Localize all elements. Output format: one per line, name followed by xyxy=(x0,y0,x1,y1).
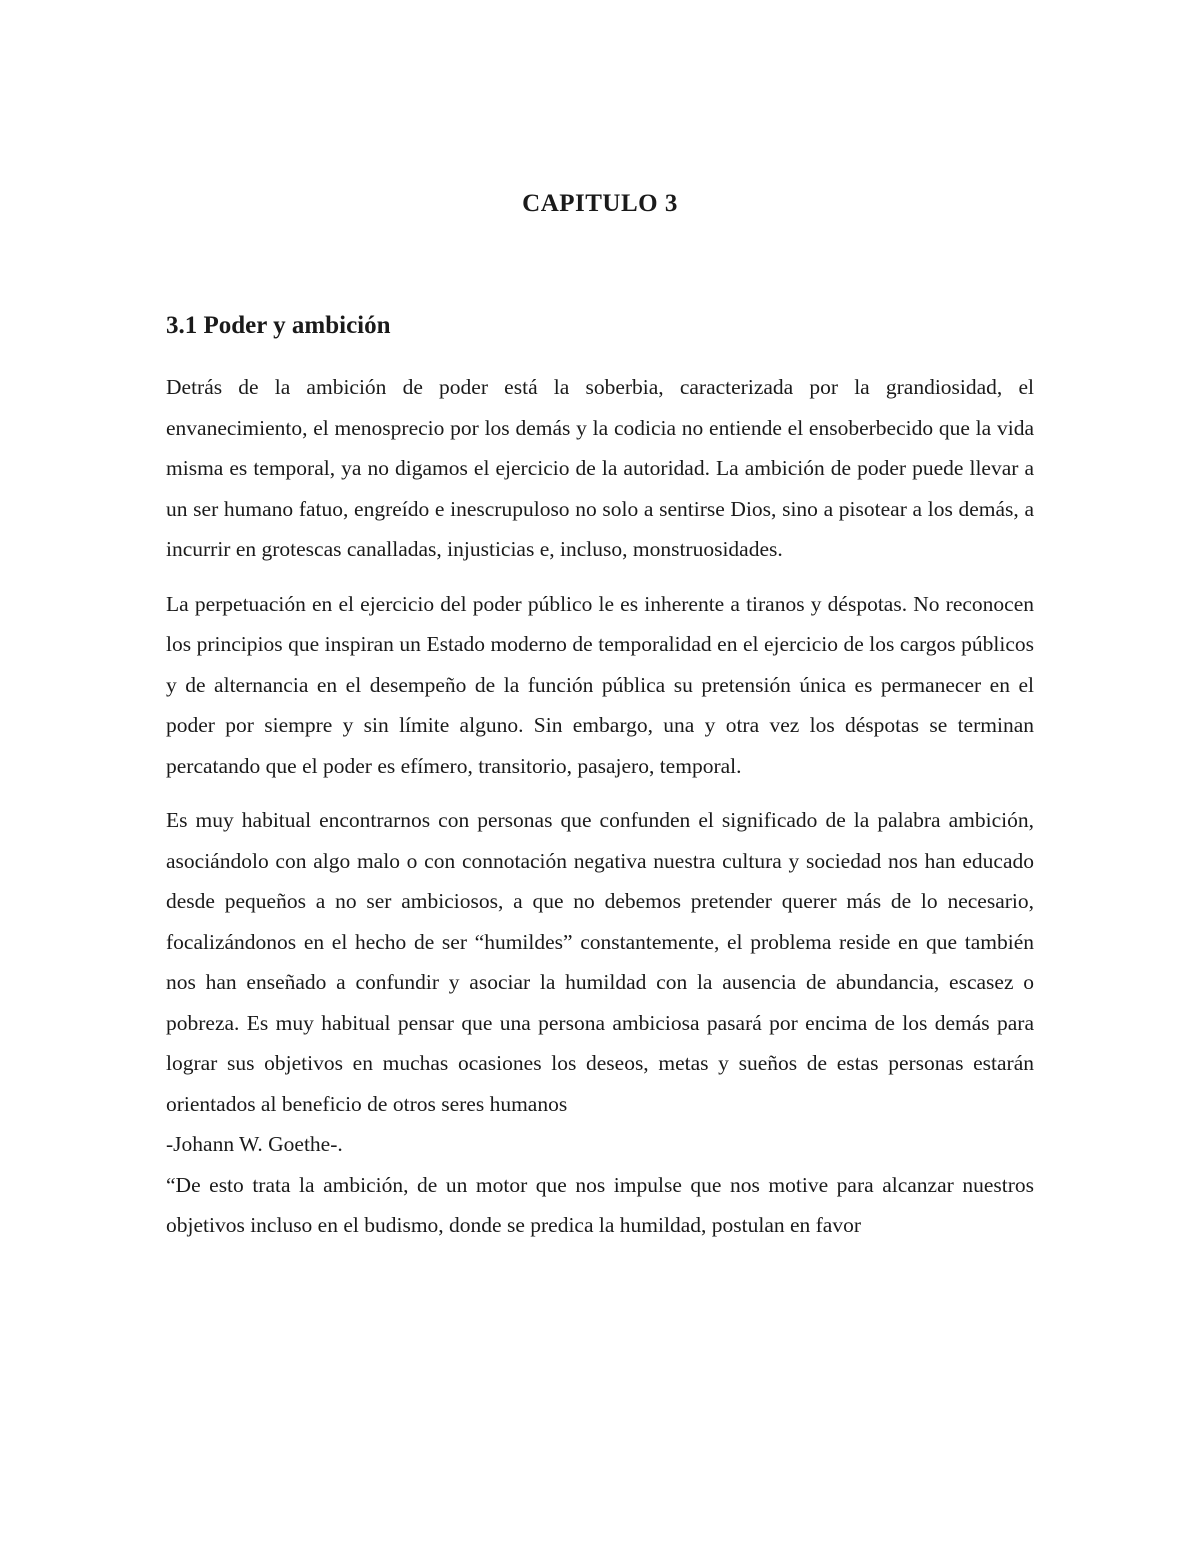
body-paragraph: Es muy habitual encontrarnos con personas que confunden el significado de la palabra ambición, asociándolo con algo malo o con connotación negativa nuestra cultura y sociedad nos han educado desde pequeños a no ser ambiciosos, a que no debemos pretender querer más de lo necesario, focalizándonos en el hecho de ser “humildes” constantemente, el problema reside en que también nos han enseñado a confundir y asociar la humildad con la ausencia de abundancia, escasez o pobreza. Es muy habitual pensar que una persona ambiciosa pasará por encima de los demás para lograr sus objetivos en muchas ocasiones los deseos, metas y sueños de estas personas estarán orientados al beneficio de otros seres humanos xyxy=(166,808,1034,1116)
quote-attribution: -Johann W. Goethe-. xyxy=(166,1132,343,1156)
body-paragraph: La perpetuación en el ejercicio del poder público le es inherente a tiranos y déspotas. No reconocen los principios que inspiran un Estado moderno de temporalidad en el ejercicio de los cargos públicos y de alternancia en el desempeño de la función pública su pretensión única es permanecer en el poder por siempre y sin límite alguno. Sin embargo, una y otra vez los déspotas se terminan percatando que el poder es efímero, transitorio, pasajero, temporal. xyxy=(166,591,1034,778)
document-body xyxy=(166,367,1034,1246)
body-paragraph: Detrás de la ambición de poder está la soberbia, caracterizada por la grandiosidad, el envanecimiento, el menosprecio por los demás y la codicia no entiende el ensoberbecido que la vida misma es temporal, ya no digamos el ejercicio de la autoridad. La ambición de poder puede llevar a un ser humano fatuo, engreído e inescrupuloso no solo a sentirse Dios, sino a pisotear a los demás, a incurrir en grotescas canalladas, injusticias e, incluso, monstruosidades. xyxy=(166,375,1034,561)
body-paragraph: “De esto trata la ambición, de un motor que nos impulse que nos motive para alcanzar nuestros objetivos incluso en el budismo, donde se predica la humildad, postulan en favor xyxy=(166,1172,1034,1237)
chapter-title: CAPITULO 3 xyxy=(522,190,678,217)
section-heading: 3.1 Poder y ambición xyxy=(166,312,391,339)
